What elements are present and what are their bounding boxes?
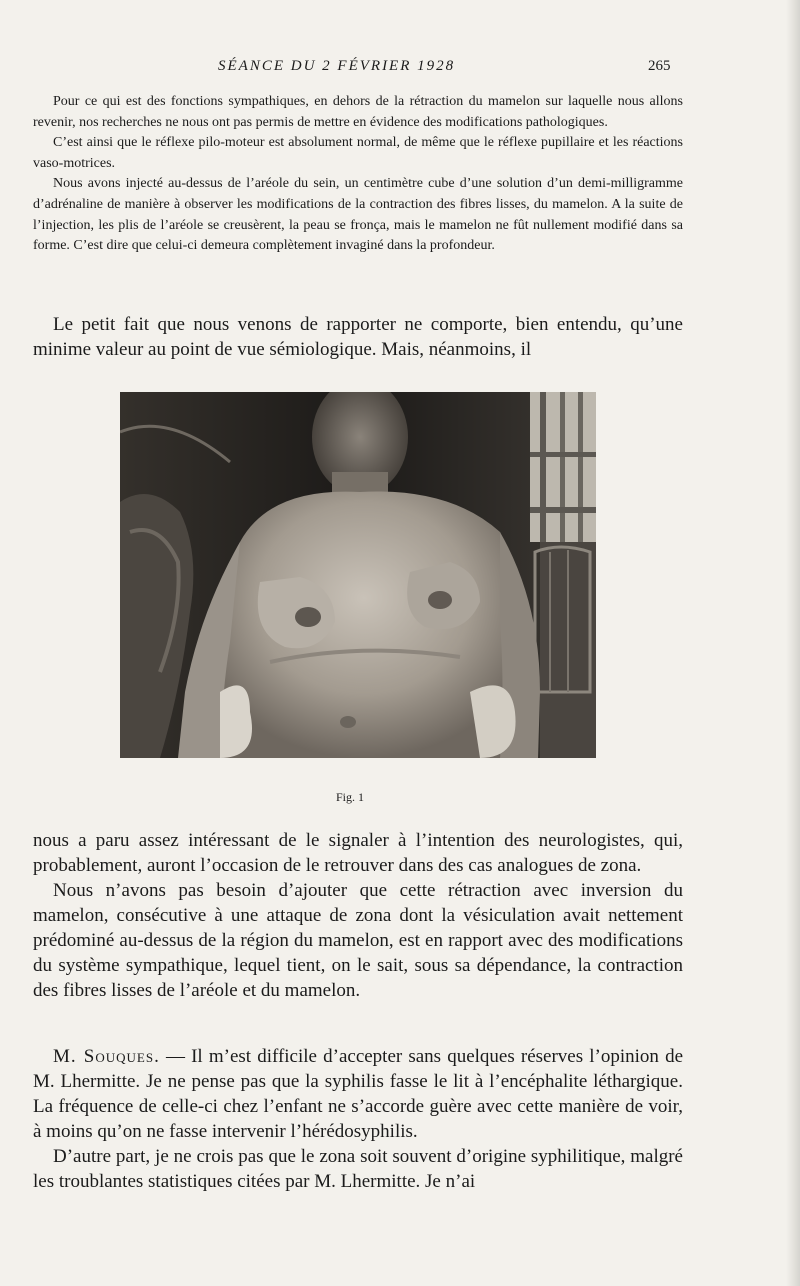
discussion-paragraph-1 <box>33 1044 683 1144</box>
figure-caption: Fig. 1 <box>336 790 365 804</box>
paragraph-before-figure: Le petit fait que nous venons de rapporter ne comporte, bien entendu, qu’une minime valeur au point de vue sémiologique. Mais, néanmoins, il <box>33 314 683 360</box>
page-number: 265 <box>648 58 671 74</box>
text-before-figure <box>33 312 683 362</box>
small-paragraph-3: Nous avons injecté au-dessus de l’aréole du sein, un centimètre cube d’une solution d’un demi-milligramme d’adrénaline de manière à observer les modifications de la contraction des fibres lisses, du mamelon. A la suite de l’injection, les plis de l’aréole se creusèrent, la peau se fronça, mais le mamelon ne fût nullement modifié dans sa forme. C’est dire que celui-ci demeura complètement invaginé dans la profondeur. <box>33 176 683 254</box>
photograph-illustration <box>120 392 596 758</box>
paragraph-after-figure-2: Nous n’avons pas besoin d’ajouter que cette rétraction avec inversion du mamelon, consécutive à une attaque de zona dont la vésiculation avait nettement prédominé au-dessus de la région du mamelon, est en rapport avec des modifications du système sympathique, lequel tient, on le sait, sous sa dépendance, la contraction des fibres lisses de l’aréole et du mamelon. <box>33 880 683 1001</box>
speaker-name: M. Souques. <box>53 1046 160 1067</box>
page-edge-shadow <box>786 0 800 1286</box>
paragraph-after-figure-1: nous a paru assez intéressant de le signaler à l’intention des neurologistes, qui, probablement, auront l’occasion de le retrouver dans des cas analogues de zona. <box>33 830 683 876</box>
running-title: SÉANCE DU 2 FÉVRIER 1928 <box>218 58 456 74</box>
small-print-section <box>33 92 683 257</box>
discussion-section <box>33 1044 683 1194</box>
small-paragraph-1: Pour ce qui est des fonctions sympathiques, en dehors de la rétraction du mamelon sur laquelle nous allons revenir, nos recherches ne nous ont pas permis de mettre en évidence des modifications pathologiques. <box>33 94 683 130</box>
discussion-text-1: — Il m’est difficile d’accepter sans quelques réserves l’opinion de M. Lhermitte. Je ne pense pas que la syphilis fasse le lit à l’encéphalite léthargique. La fréquence de celle-ci chez l’enfant ne s’accorde guère avec cette manière de voir, à moins qu’on ne fasse intervenir l’hérédosyphilis. <box>33 1046 683 1142</box>
figure-photograph <box>120 392 596 758</box>
small-paragraph-2: C’est ainsi que le réflexe pilo-moteur est absolument normal, de même que le réflexe pupillaire et les réactions vaso-motrices. <box>33 135 683 171</box>
text-after-figure <box>33 828 683 1003</box>
discussion-paragraph-2: D’autre part, je ne crois pas que le zona soit souvent d’origine syphilitique, malgré les troublantes statistiques citées par M. Lhermitte. Je n’ai <box>33 1146 683 1192</box>
running-header <box>0 58 800 82</box>
